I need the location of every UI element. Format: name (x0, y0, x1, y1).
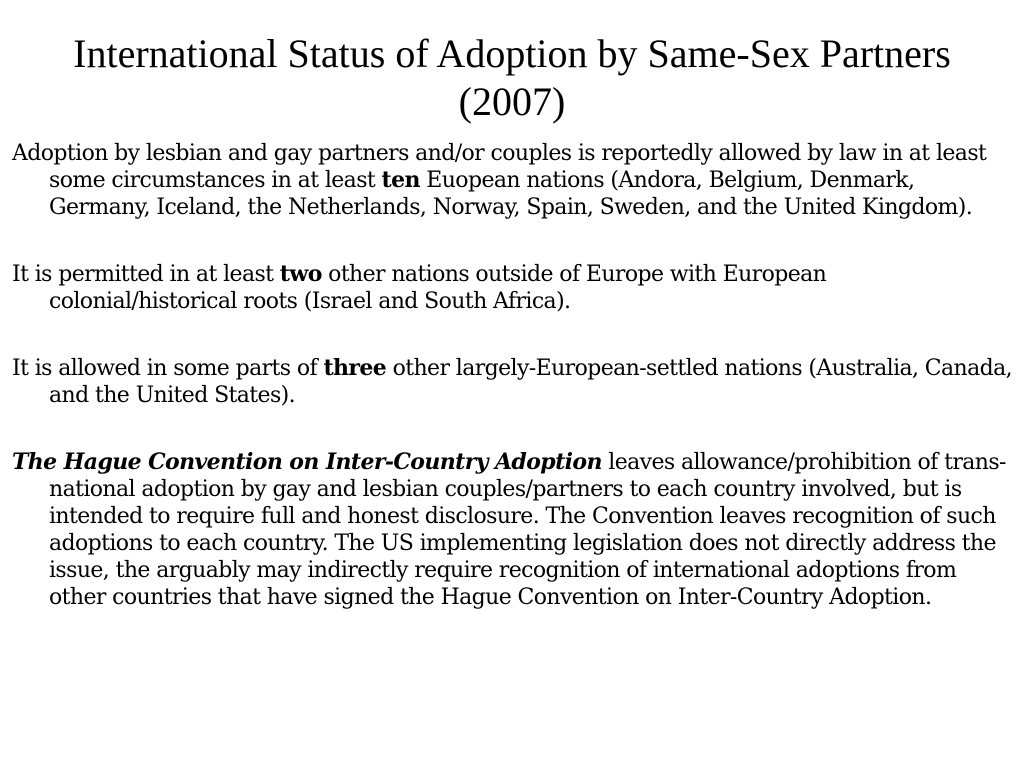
paragraph-text: leaves allowance/prohibition of trans-national adoption by gay and lesbian couples/partners to each country involved, but is intended to require full and honest disclosure. The Convention leaves recognition of such adoptions to each country. The US implementing legislation does not directly address the issue, the arguably may indirectly require recognition of international adoptions from other countries that have signed the Hague Convention on Inter-Country Adoption. (49, 450, 1006, 610)
paragraph-text: other largely-European-settled nations (Australia, Canada, and the United States). (49, 356, 1013, 408)
emphasis-count: three (323, 355, 387, 381)
paragraph-hague-convention (12, 449, 1016, 611)
paragraph-text: Adoption by lesbian and gay partners and/or couples is reportedly allowed by law in at least some circumstances in at least (12, 141, 987, 193)
emphasis-count: two (279, 261, 322, 287)
emphasis-count: ten (381, 167, 420, 193)
paragraph-settled-nations (12, 355, 1016, 409)
convention-title: The Hague Convention on Inter-Country Adoption (12, 449, 602, 475)
paragraph-european-nations (12, 140, 1016, 221)
paragraph-text: other nations outside of Europe with European colonial/historical roots (Israel and South Africa). (49, 262, 827, 314)
paragraph-text: It is permitted in at least (12, 262, 280, 287)
paragraph-text: It is allowed in some parts of (12, 356, 324, 381)
paragraph-text: Euopean nations (Andora, Belgium, Denmark, Germany, Iceland, the Netherlands, Norway, Spain, Sweden, and the United Kingdom). (49, 168, 973, 220)
slide-body (12, 140, 1016, 611)
slide-title: International Status of Adoption by Same-Sex Partners (2007) (73, 31, 951, 124)
paragraph-non-european-nations (12, 261, 1016, 315)
